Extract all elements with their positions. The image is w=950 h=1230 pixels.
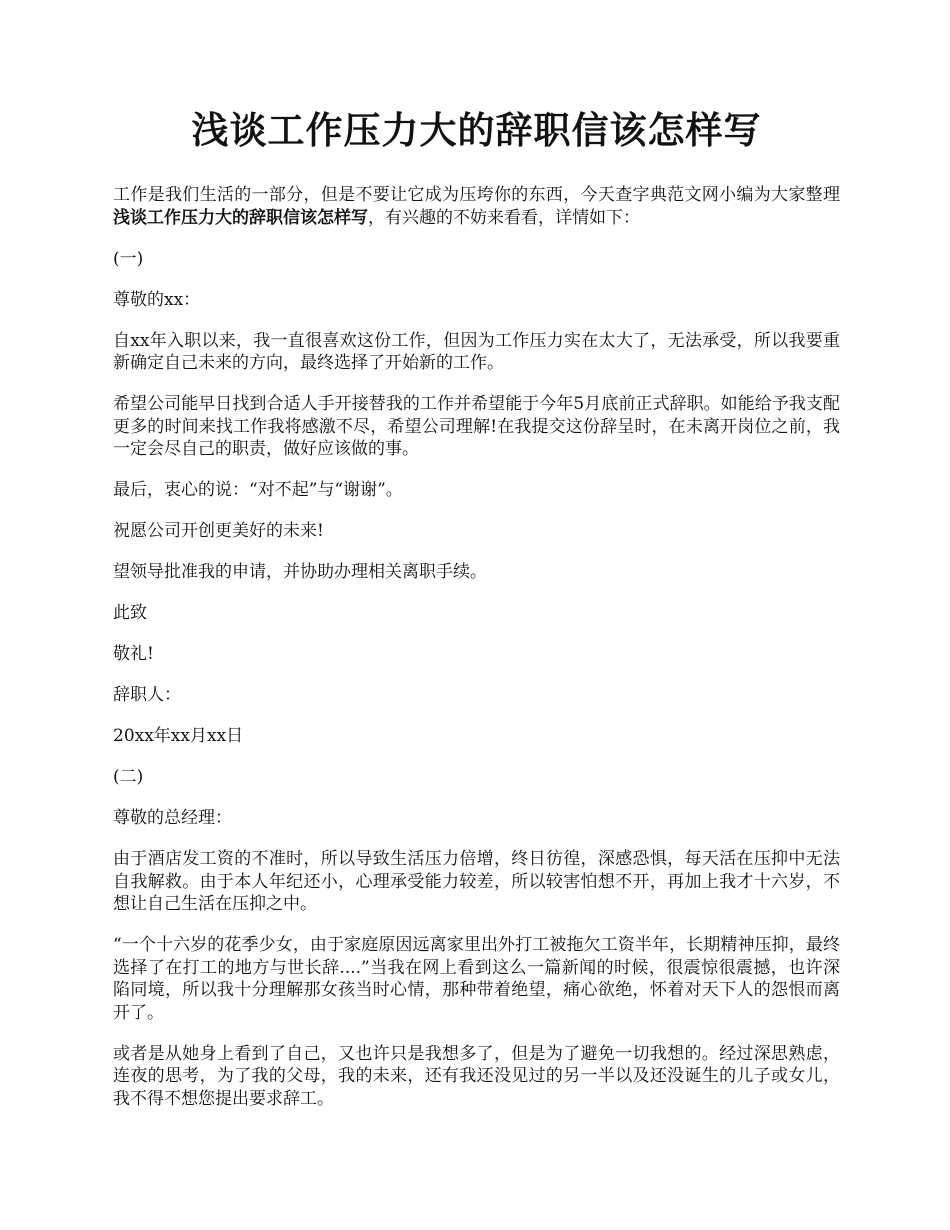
signature-label: 辞职人： bbox=[113, 685, 181, 706]
body-paragraph: 望领导批准我的申请，并协助办理相关离职手续。 bbox=[113, 562, 487, 583]
body-paragraph: “一个十六岁的花季少女，由于家庭原因远离家里出外打工被拖欠工资半年，长期精神压抑，最终选择了在打工的地方与世长辞....”当我在网上看到这么一篇新闻的时候，很震惊很震撼，也许深陷同境，所以我十分理解那女孩当时心情，那种带着绝望，痛心欲绝，怀着对天下人的怨恨而离开了。 bbox=[113, 935, 840, 1023]
intro-text-before: 工作是我们生活的一部分，但是不要让它成为压垮你的东西，今天查字典范文网小编为大家整理 bbox=[113, 185, 840, 206]
body-paragraph: 最后，衷心的说：“对不起”与“谢谢”。 bbox=[113, 480, 403, 501]
section-marker-one: (一) bbox=[113, 248, 144, 269]
closing-salute: 敬礼! bbox=[113, 644, 154, 665]
closing-line: 此致 bbox=[113, 603, 147, 624]
body-paragraph: 希望公司能早日找到合适人手开接替我的工作并希望能于今年5月底前正式辞职。如能给予我支配更多的时间来找工作我将感激不尽，希望公司理解!在我提交这份辞呈时，在未离开岗位之前，我一定会尽自己的职责，做好应该做的事。 bbox=[113, 394, 840, 460]
intro-text-after: ，有兴趣的不妨来看看，详情如下： bbox=[368, 207, 640, 228]
date-line: 20xx年xx月xx日 bbox=[113, 726, 244, 747]
body-paragraph: 自xx年入职以来，我一直很喜欢这份工作，但因为工作压力实在太大了，无法承受，所以我要重新确定自己未来的方向，最终选择了开始新的工作。 bbox=[113, 330, 840, 374]
body-paragraph: 祝愿公司开创更美好的未来! bbox=[113, 521, 324, 542]
intro-paragraph bbox=[113, 184, 840, 229]
body-paragraph: 或者是从她身上看到了自己，又也许只是我想多了，但是为了避免一切我想的。经过深思熟虑，连夜的思考，为了我的父母，我的未来，还有我还没见过的另一半以及还没诞生的儿子或女儿，我不得不想您提出要求辞工。 bbox=[113, 1043, 840, 1109]
intro-text-bold: 浅谈工作压力大的辞职信该怎样写 bbox=[113, 207, 368, 228]
body-paragraph: 由于酒店发工资的不准时，所以导致生活压力倍增，终日彷徨，深感恐惧，每天活在压抑中无法自我解救。由于本人年纪还小，心理承受能力较差，所以较害怕想不开，再加上我才十六岁，不想让自己生活在压抑之中。 bbox=[113, 849, 840, 915]
salutation: 尊敬的总经理： bbox=[113, 808, 232, 829]
salutation: 尊敬的xx： bbox=[113, 289, 201, 310]
document-page bbox=[113, 108, 840, 1129]
document-title: 浅谈工作压力大的辞职信该怎样写 bbox=[191, 108, 762, 152]
section-marker-two: (二) bbox=[113, 767, 144, 788]
